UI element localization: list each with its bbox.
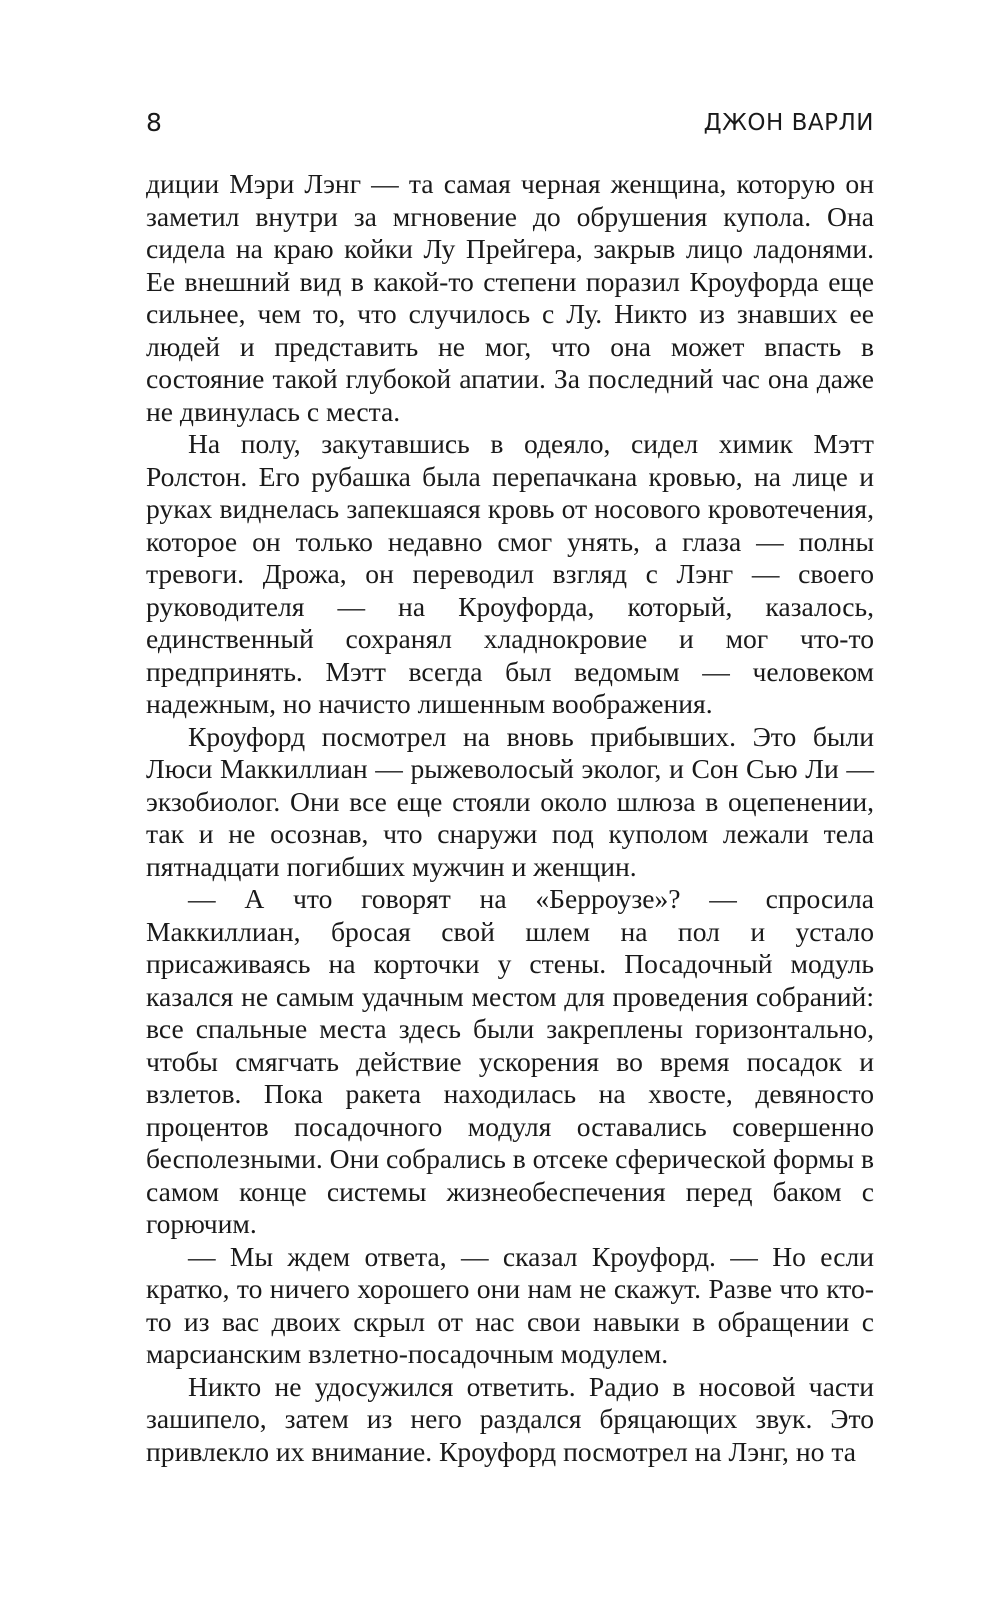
paragraph: Кроуфорд посмотрел на вновь прибывших. Это были Люси Маккиллиан — рыжеволосый эколог, и Сон Сью Ли — экзобиолог. Они все еще стояли около шлюза в оцепенении, так и не осознав, что снаружи под куполом лежали тела пятнадцати погибших мужчин и женщин. (146, 720, 874, 882)
paragraph: — А что говорят на «Берроузе»? — спросила Маккиллиан, бросая свой шлем на пол и устало присаживаясь на корточки у стены. Посадочный модуль казался не самым удачным местом для проведения собраний: все спальные места здесь были закреплены горизонтально, чтобы смягчать действие ускорения во время посадок и взлетов. Пока ракета находилась на хвосте, девяносто процентов посадочного модуля оставались совершенно бесполезными. Они собрались в отсеке сферической формы в самом конце системы жизнеобеспечения перед баком с горючим. (146, 883, 874, 1239)
paragraph: Никто не удосужился ответить. Радио в носовой части зашипело, затем из него раздался бряцающих звук. Это привлекло их внимание. Кроуфорд посмотрел на Лэнг, но та (146, 1370, 874, 1467)
running-title: ДЖОН ВАРЛИ (703, 110, 874, 136)
body-text (146, 168, 874, 1468)
paragraph: На полу, закутавшись в одеяло, сидел химик Мэтт Ролстон. Его рубашка была перепачкана кровью, на лице и руках виднелась запекшаяся кровь от носового кровотечения, которое он только недавно смог унять, а глаза — полны тревоги. Дрожа, он переводил взгляд с Лэнг — своего руководителя — на Кроуфорда, который, казалось, единственный сохранял хладнокровие и мог что-то предпринять. Мэтт всегда был ведомым — человеком надежным, но начисто лишенным воображения. (146, 428, 874, 719)
page-header (146, 108, 874, 148)
page-number: 8 (146, 108, 163, 137)
paragraph: — Мы ждем ответа, — сказал Кроуфорд. — Но если кратко, то ничего хорошего они нам не скажут. Разве что кто-то из вас двоих скрыл от нас свои навыки в обращении с марсианским взлетно-посадочным модулем. (146, 1240, 874, 1369)
paragraph: диции Мэри Лэнг — та самая черная женщина, которую он заметил внутри за мгновение до обрушения купола. Она сидела на краю койки Лу Прейгера, закрыв лицо ладонями. Ее внешний вид в какой-то степени поразил Кроуфорда еще сильнее, чем то, что случилось с Лу. Никто из знавших ее людей и представить не мог, что она может впасть в состояние такой глубокой апатии. За последний час она даже не двинулась с места. (146, 168, 874, 427)
